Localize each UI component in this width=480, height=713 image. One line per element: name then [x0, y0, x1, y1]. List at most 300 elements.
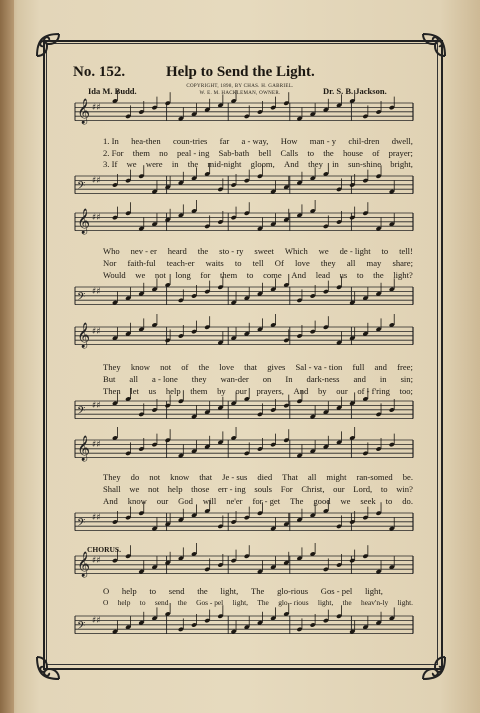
- lyric-syllable: heard: [167, 246, 187, 256]
- note-icon: [270, 181, 276, 195]
- lyric-syllable: we: [126, 159, 137, 169]
- lyric-syllable: Calls: [280, 148, 299, 158]
- key-signature-icon: ♯♯: [92, 176, 101, 186]
- lyric-syllable: teach-er: [166, 258, 195, 268]
- lyric-syllable: That: [282, 472, 298, 482]
- lyric-syllable: long: [175, 270, 191, 280]
- lyric-syllable: that: [244, 362, 258, 372]
- note-icon: [270, 607, 276, 621]
- note-icon: [178, 445, 184, 459]
- note-icon: [376, 612, 382, 626]
- lyric-syllable: good: [313, 496, 331, 506]
- lyric-syllable: The: [290, 496, 304, 506]
- note-icon: [362, 323, 368, 337]
- lyric-syllable: help: [117, 598, 131, 607]
- lyric-line: [103, 136, 413, 146]
- lyric-syllable: may: [366, 258, 382, 268]
- note-icon: [362, 170, 368, 184]
- lyric-syllable: that: [199, 472, 213, 482]
- bass-clef-icon: 𝄢: [77, 405, 86, 420]
- note-icon: [151, 556, 157, 570]
- note-icon: [336, 431, 342, 445]
- note-icon: [283, 92, 289, 106]
- key-signature-icon: ♯♯: [92, 513, 101, 523]
- lyric-syllable: Then: [103, 386, 121, 396]
- lyric-syllable: Gos - pel: [196, 598, 224, 607]
- lyric-syllable: mid-night: [207, 159, 242, 169]
- lyric-syllable: And: [284, 159, 299, 169]
- lyric-syllable: us: [148, 386, 157, 396]
- lyric-syllable: tell!: [399, 246, 413, 256]
- note-icon: [112, 621, 118, 635]
- bass-staff: [0, 602, 480, 662]
- note-icon: [389, 97, 395, 111]
- lyric-syllable: Christ,: [301, 484, 325, 494]
- note-icon: [112, 427, 118, 441]
- note-icon: [125, 287, 131, 301]
- note-icon: [165, 176, 171, 190]
- note-icon: [362, 616, 368, 630]
- lyric-syllable: Shall: [103, 484, 121, 494]
- lyric-syllable: souls: [254, 484, 273, 494]
- note-icon: [191, 440, 197, 454]
- lyric-syllable: Gos - pel: [320, 586, 353, 596]
- note-icon: [389, 213, 395, 227]
- hymn-author: Ida M. Budd.: [88, 86, 137, 96]
- lyric-syllable: the: [177, 598, 187, 607]
- note-icon: [231, 621, 237, 635]
- lyric-syllable: chil-dren: [348, 136, 380, 146]
- lyric-syllable: to: [385, 496, 393, 506]
- lyric-syllable: we: [129, 484, 140, 494]
- lyric-syllable: The: [251, 586, 265, 596]
- lyric-syllable: glo-rious: [277, 586, 309, 596]
- note-icon: [336, 605, 342, 619]
- lyric-line: [103, 386, 413, 396]
- note-icon: [191, 406, 197, 420]
- note-icon: [165, 209, 171, 223]
- lyric-syllable: our: [336, 386, 348, 396]
- lyric-syllable: In: [285, 374, 293, 384]
- lyric-syllable: And: [291, 270, 307, 280]
- lyric-syllable: 2. For: [103, 148, 124, 158]
- lyric-syllable: de - light: [339, 246, 371, 256]
- note-icon: [178, 204, 184, 218]
- lyric-syllable: err - ing: [217, 484, 246, 494]
- note-icon: [296, 172, 302, 186]
- note-icon: [244, 507, 250, 521]
- lyric-syllable: help: [167, 484, 183, 494]
- note-icon: [125, 323, 131, 337]
- lyric-syllable: by: [217, 386, 226, 396]
- hymn-composer: Dr. S. B. Jackson.: [323, 86, 387, 96]
- lyric-syllable: O: [103, 586, 110, 596]
- note-icon: [231, 207, 237, 221]
- lyric-syllable: for: [200, 270, 211, 280]
- lyric-syllable: do.: [402, 496, 413, 506]
- note-icon: [362, 507, 368, 521]
- note-icon: [349, 550, 355, 564]
- lyric-syllable: in: [171, 159, 179, 169]
- note-icon: [270, 434, 276, 448]
- lyric-syllable: full: [352, 362, 365, 372]
- note-icon: [283, 429, 289, 443]
- note-icon: [310, 103, 316, 117]
- chorus-lyric-line: [103, 586, 383, 596]
- lyric-syllable: Sab-bath: [218, 148, 250, 158]
- bass-clef-icon: 𝄢: [77, 620, 86, 635]
- lyric-syllable: light,: [364, 586, 383, 596]
- note-icon: [257, 283, 263, 297]
- note-icon: [151, 434, 157, 448]
- note-icon: [138, 612, 144, 626]
- lyric-syllable: Sal - va - tion: [295, 362, 343, 372]
- lyric-syllable: hea-then: [131, 136, 161, 146]
- lyric-syllable: wan-der: [220, 374, 249, 384]
- lyric-syllable: know: [127, 496, 147, 506]
- lyric-syllable: Nor: [103, 258, 117, 268]
- lyric-syllable: will: [202, 496, 217, 506]
- note-icon: [138, 561, 144, 575]
- note-icon: [323, 99, 329, 113]
- lyric-syllable: not: [160, 362, 172, 372]
- lyric-syllable: the: [197, 586, 208, 596]
- note-icon: [151, 314, 157, 328]
- key-signature-icon: ♯♯: [92, 401, 101, 411]
- lyric-line: [103, 374, 413, 384]
- lyric-syllable: glo - rious: [278, 598, 309, 607]
- note-icon: [217, 397, 223, 411]
- note-icon: [151, 518, 157, 532]
- note-icon: [389, 278, 395, 292]
- note-icon: [204, 316, 210, 330]
- lyric-syllable: sto - ry: [219, 246, 244, 256]
- hymn-title: Help to Send the Light.: [166, 64, 315, 80]
- lyric-line: [103, 472, 413, 482]
- note-icon: [310, 321, 316, 335]
- note-icon: [138, 218, 144, 232]
- note-icon: [204, 401, 210, 415]
- note-icon: [323, 281, 329, 295]
- note-icon: [376, 283, 382, 297]
- note-icon: [389, 607, 395, 621]
- lyric-syllable: we: [340, 496, 351, 506]
- lyric-syllable: were: [145, 159, 163, 169]
- lyric-syllable: They: [103, 472, 121, 482]
- note-icon: [151, 181, 157, 195]
- lyric-syllable: the: [197, 246, 209, 256]
- lyric-syllable: all: [346, 258, 356, 268]
- note-icon: [376, 318, 382, 332]
- note-icon: [165, 429, 171, 443]
- note-icon: [323, 436, 329, 450]
- lyric-syllable: let: [130, 386, 139, 396]
- lyric-syllable: they: [320, 258, 336, 268]
- note-icon: [125, 507, 131, 521]
- lyric-syllable: no: [159, 148, 168, 158]
- note-icon: [283, 209, 289, 223]
- lyric-syllable: those: [191, 484, 210, 494]
- note-icon: [270, 213, 276, 227]
- note-icon: [257, 561, 263, 575]
- note-icon: [296, 547, 302, 561]
- lyric-syllable: might: [326, 472, 347, 482]
- lyric-syllable: of - f'ring: [357, 386, 390, 396]
- lyric-syllable: our: [235, 386, 247, 396]
- key-signature-icon: ♯♯: [92, 556, 101, 566]
- note-icon: [178, 509, 184, 523]
- note-icon: [310, 504, 316, 518]
- key-signature-icon: ♯♯: [92, 213, 101, 223]
- bass-clef-icon: 𝄢: [77, 291, 86, 306]
- note-icon: [244, 287, 250, 301]
- lyric-syllable: them: [190, 386, 208, 396]
- corner-ornament-top-left: [33, 30, 63, 60]
- lyric-syllable: to: [234, 258, 242, 268]
- lyric-syllable: sin;: [400, 374, 413, 384]
- note-icon: [323, 401, 329, 415]
- note-icon: [323, 610, 329, 624]
- lyric-syllable: they: [308, 159, 323, 169]
- lyric-syllable: And: [103, 496, 118, 506]
- note-icon: [389, 181, 395, 195]
- lyric-syllable: 1. In: [103, 136, 119, 146]
- lyric-syllable: not: [148, 484, 160, 494]
- note-icon: [151, 607, 157, 621]
- note-icon: [165, 552, 171, 566]
- lyric-syllable: share;: [392, 258, 413, 268]
- lyric-syllable: us: [339, 270, 348, 280]
- lyric-syllable: light?: [393, 270, 413, 280]
- lyric-syllable: not: [149, 472, 161, 482]
- note-icon: [217, 431, 223, 445]
- note-icon: [217, 605, 223, 619]
- note-icon: [178, 108, 184, 122]
- note-icon: [191, 504, 197, 518]
- note-icon: [310, 543, 316, 557]
- lyric-syllable: do: [130, 472, 140, 482]
- note-icon: [310, 440, 316, 454]
- note-icon: [138, 318, 144, 332]
- lyric-syllable: 3. If: [103, 159, 118, 169]
- lyric-syllable: prayer;: [388, 148, 413, 158]
- note-icon: [217, 94, 223, 108]
- lyric-syllable: to: [139, 598, 146, 607]
- lyric-syllable: love: [219, 362, 235, 372]
- note-icon: [296, 445, 302, 459]
- note-icon: [336, 397, 342, 411]
- lyric-syllable: to: [381, 246, 389, 256]
- lyric-syllable: to: [307, 148, 315, 158]
- note-icon: [231, 90, 237, 104]
- note-icon: [310, 200, 316, 214]
- lyric-syllable: light,: [232, 598, 248, 607]
- lyric-syllable: our: [333, 484, 345, 494]
- note-icon: [349, 327, 355, 341]
- note-icon: [296, 108, 302, 122]
- note-icon: [349, 90, 355, 104]
- note-icon: [165, 92, 171, 106]
- note-icon: [270, 278, 276, 292]
- lyric-syllable: the: [373, 270, 384, 280]
- note-icon: [296, 204, 302, 218]
- note-icon: [283, 395, 289, 409]
- key-signature-icon: ♯♯: [92, 327, 101, 337]
- lyric-line: [103, 148, 413, 158]
- note-icon: [151, 213, 157, 227]
- note-icon: [257, 318, 263, 332]
- note-icon: [151, 278, 157, 292]
- lyric-syllable: to: [149, 586, 157, 596]
- note-icon: [336, 332, 342, 346]
- note-icon: [349, 207, 355, 221]
- note-icon: [125, 170, 131, 184]
- note-icon: [204, 436, 210, 450]
- lyric-syllable: light,: [317, 598, 334, 607]
- lyric-syllable: They: [103, 362, 121, 372]
- lyric-syllable: love: [294, 258, 310, 268]
- treble-clef-icon: 𝄞: [77, 436, 91, 461]
- note-icon: [112, 90, 118, 104]
- lyric-syllable: and: [374, 362, 387, 372]
- lyric-syllable: bell: [258, 148, 272, 158]
- note-icon: [231, 292, 237, 306]
- lyric-syllable: Lord,: [353, 484, 373, 494]
- note-icon: [349, 292, 355, 306]
- lyric-syllable: all: [129, 374, 139, 384]
- lyric-syllable: O: [103, 598, 109, 607]
- lyric-syllable: died: [257, 472, 273, 482]
- lyric-syllable: house: [342, 148, 363, 158]
- note-icon: [138, 283, 144, 297]
- lyric-syllable: in: [379, 374, 387, 384]
- lyric-syllable: help: [165, 386, 181, 396]
- note-icon: [349, 427, 355, 441]
- note-icon: [112, 292, 118, 306]
- lyric-syllable: light.: [397, 598, 413, 607]
- key-signature-icon: ♯♯: [92, 616, 101, 626]
- lyric-syllable: to: [380, 484, 388, 494]
- note-icon: [389, 314, 395, 328]
- note-icon: [217, 332, 223, 346]
- note-icon: [283, 513, 289, 527]
- note-icon: [349, 621, 355, 635]
- lyric-syllable: on: [262, 374, 272, 384]
- note-icon: [362, 287, 368, 301]
- note-icon: [389, 518, 395, 532]
- lyric-syllable: heav'n-ly: [361, 598, 389, 607]
- lyric-line: [103, 496, 413, 506]
- lyric-syllable: Would: [103, 270, 126, 280]
- lyric-syllable: How: [280, 136, 298, 146]
- note-icon: [376, 218, 382, 232]
- lyric-syllable: sun-shine: [348, 159, 382, 169]
- lyric-syllable: help: [121, 586, 137, 596]
- treble-clef-icon: 𝄞: [77, 323, 91, 348]
- lyric-syllable: ran-somed: [356, 472, 393, 482]
- note-icon: [244, 170, 250, 184]
- copyright-line-1: COPYRIGHT, 1898, BY CHAS. H. GABRIEL.: [186, 84, 294, 89]
- lyric-syllable: of: [372, 148, 380, 158]
- lyric-syllable: tell: [252, 258, 264, 268]
- note-icon: [165, 395, 171, 409]
- note-icon: [283, 552, 289, 566]
- lyric-syllable: seek: [360, 496, 376, 506]
- lyric-syllable: come: [263, 270, 282, 280]
- lyric-line: [103, 362, 413, 372]
- lyric-syllable: The: [257, 598, 269, 607]
- lyric-syllable: Of: [274, 258, 284, 268]
- note-icon: [257, 218, 263, 232]
- note-icon: [125, 616, 131, 630]
- note-icon: [389, 434, 395, 448]
- lyric-syllable: the: [342, 598, 352, 607]
- note-icon: [270, 556, 276, 570]
- note-icon: [125, 545, 131, 559]
- note-icon: [296, 509, 302, 523]
- lyric-syllable: send: [154, 598, 169, 607]
- lyric-syllable: far: [219, 136, 230, 146]
- lyric-syllable: we: [135, 270, 146, 280]
- note-icon: [362, 202, 368, 216]
- lyric-syllable: For: [280, 484, 293, 494]
- lyric-syllable: to: [356, 270, 364, 280]
- lyric-syllable: peal - ing: [176, 148, 210, 158]
- lyric-syllable: by: [318, 386, 327, 396]
- key-signature-icon: ♯♯: [92, 287, 101, 297]
- lyric-syllable: win?: [396, 484, 413, 494]
- lyric-syllable: they: [191, 374, 207, 384]
- lyric-line: [103, 159, 413, 169]
- note-icon: [389, 556, 395, 570]
- lyric-syllable: them: [132, 148, 150, 158]
- lyric-syllable: sweet: [254, 246, 274, 256]
- lyric-syllable: send: [168, 586, 185, 596]
- lyric-syllable: ne'er: [226, 496, 243, 506]
- lyric-line: [103, 270, 413, 280]
- note-icon: [125, 202, 131, 216]
- note-icon: [362, 545, 368, 559]
- lyric-syllable: them: [220, 270, 238, 280]
- lyric-syllable: the: [323, 148, 334, 158]
- note-icon: [283, 176, 289, 190]
- note-icon: [191, 200, 197, 214]
- lyric-syllable: light,: [220, 586, 239, 596]
- lyric-line: [103, 246, 413, 256]
- note-icon: [231, 327, 237, 341]
- lyric-syllable: gives: [267, 362, 286, 372]
- note-icon: [257, 612, 263, 626]
- note-icon: [191, 167, 197, 181]
- lyric-syllable: be.: [402, 472, 413, 482]
- lyric-syllable: free;: [397, 362, 413, 372]
- lyric-syllable: lead: [315, 270, 331, 280]
- note-icon: [191, 321, 197, 335]
- note-icon: [165, 513, 171, 527]
- note-icon: [376, 561, 382, 575]
- lyric-syllable: and: [353, 374, 366, 384]
- bass-clef-icon: 𝄢: [77, 180, 86, 195]
- lyric-syllable: too;: [399, 386, 413, 396]
- treble-clef-icon: 𝄞: [77, 99, 91, 124]
- copyright-line-2: W. E. M. HACKLEMAN, OWNER.: [199, 91, 281, 96]
- lyric-syllable: Who: [103, 246, 120, 256]
- lyric-syllable: Je - sus: [222, 472, 248, 482]
- note-icon: [336, 94, 342, 108]
- note-icon: [178, 547, 184, 561]
- key-signature-icon: ♯♯: [92, 103, 101, 113]
- note-icon: [191, 543, 197, 557]
